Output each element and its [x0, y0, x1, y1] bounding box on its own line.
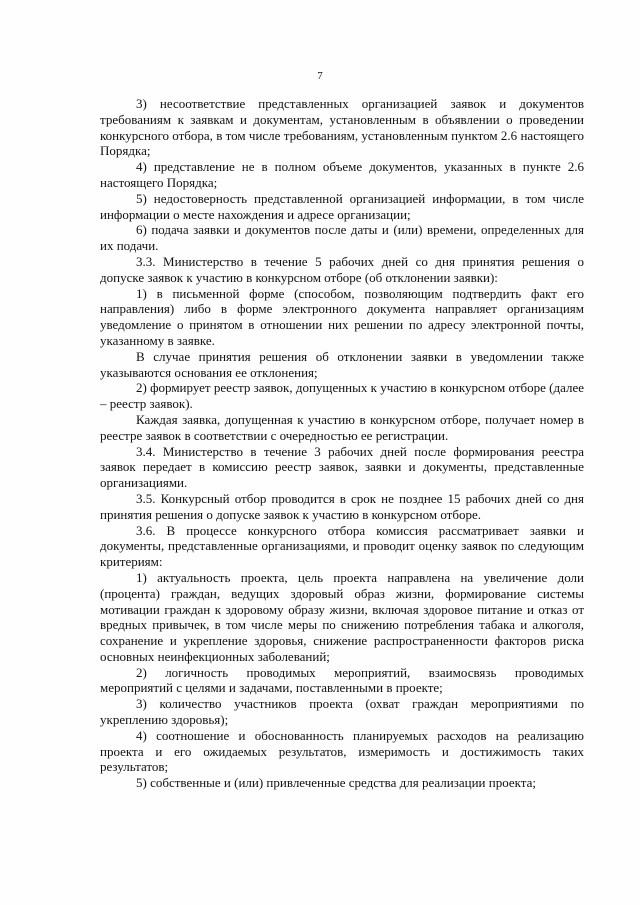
paragraph-item-3-nonconformity: 3) несоответствие представленных организацией заявок и документов требованиям к заявкам и документам, установленным в объявлении о проведении конкурсного отбора, в том числе требованиям, установленным пунктом 2.6 настоящего Порядка; — [100, 96, 584, 159]
paragraph-3-3-item-2: 2) формирует реестр заявок, допущенных к участию в конкурсном отборе (далее – реестр заявок). — [100, 380, 584, 412]
paragraph-criterion-2: 2) логичность проводимых мероприятий, взаимосвязь проводимых мероприятий с целями и задачами, поставленными в проекте; — [100, 664, 584, 696]
paragraph-criterion-4: 4) соотношение и обоснованность планируемых расходов на реализацию проекта и его ожидаемых результатов, измеримость и достижимость таких результатов; — [100, 727, 584, 775]
paragraph-registry-number: Каждая заявка, допущенная к участию в конкурсном отборе, получает номер в реестре заявок в соответствии с очередностью ее регистрации. — [100, 411, 584, 443]
paragraph-item-4-incomplete-documents: 4) представление не в полном объеме документов, указанных в пункте 2.6 настоящего Порядка; — [100, 159, 584, 190]
paragraph-section-3-4: 3.4. Министерство в течение 3 рабочих дней после формирования реестра заявок передает в комиссию реестр заявок, заявки и документы, представленные организациями. — [100, 443, 584, 491]
paragraph-criterion-5: 5) собственные и (или) привлеченные средства для реализации проекта; — [136, 775, 537, 791]
paragraph-criterion-1: 1) актуальность проекта, цель проекта направлена на увеличение доли (процента) граждан, ведущих здоровый образ жизни, формирование системы мотивации граждан к здоровому образу жизни, включая здоровое питание и отказ от вредных привычек, в том числе меры по снижению потребления табака и алкоголя, сохранение и укрепление здоровья, снижение распространенности факторов риска основных неинфекционных заболеваний; — [100, 569, 584, 664]
paragraph-section-3-5: 3.5. Конкурсный отбор проводится в срок не позднее 15 рабочих дней со дня принятия решения о допуске заявок к участию в конкурсном отборе. — [100, 490, 584, 522]
paragraph-item-5-unreliable-info: 5) недостоверность представленной организацией информации, в том числе информации о месте нахождения и адресе организации; — [100, 190, 584, 222]
paragraph-criterion-3: 3) количество участников проекта (охват граждан мероприятиями по укреплению здоровья); — [100, 696, 584, 728]
document-body — [100, 96, 584, 791]
paragraph-item-6-late-submission: 6) подача заявки и документов после даты и (или) времени, определенных для их подачи. — [100, 222, 584, 254]
paragraph-3-3-item-1: 1) в письменной форме (способом, позволяющим подтвердить факт его направления) либо в форме электронного документа направляет организациям уведомление о принятом в отношении них решении по адресу электронной почты, указанному в заявке. — [100, 285, 584, 348]
paragraph-section-3-6: 3.6. В процессе конкурсного отбора комиссия рассматривает заявки и документы, представленные организациями, и проводит оценку заявок по следующим критериям: — [100, 522, 584, 570]
page-number: 7 — [317, 70, 323, 82]
paragraph-rejection-grounds: В случае принятия решения об отклонении заявки в уведомлении также указываются основания ее отклонения; — [100, 348, 584, 380]
paragraph-section-3-3: 3.3. Министерство в течение 5 рабочих дней со дня принятия решения о допуске заявок к участию в конкурсном отборе (об отклонении заявки): — [100, 253, 584, 285]
